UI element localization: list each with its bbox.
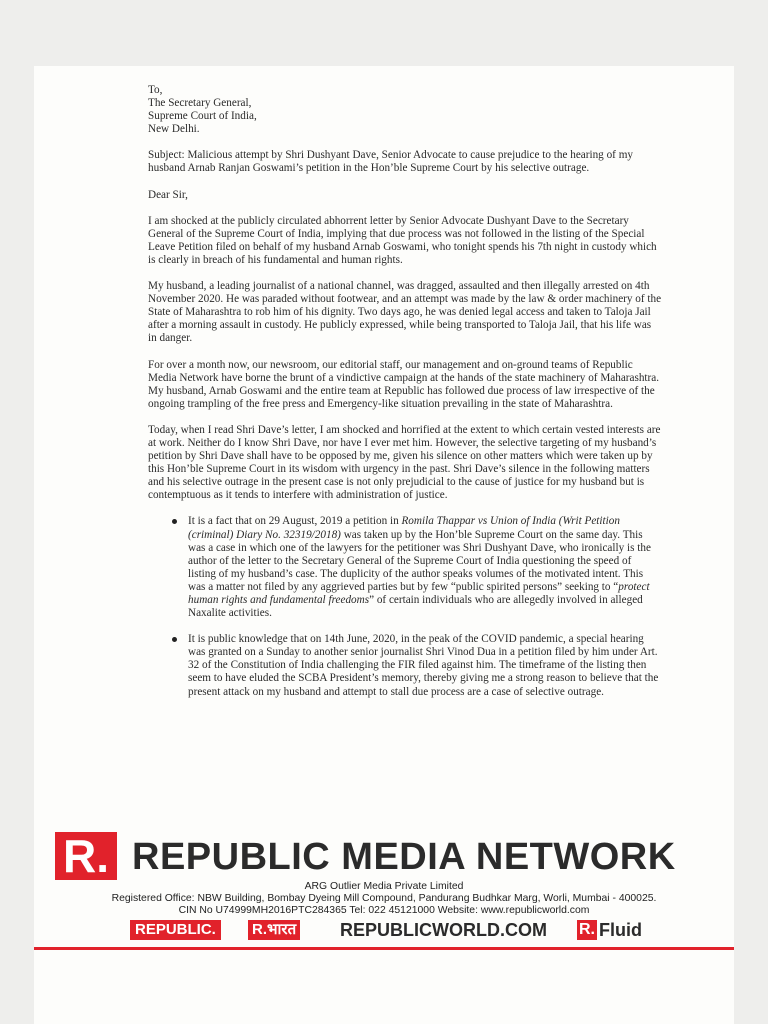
bullet-list bbox=[148, 515, 662, 698]
paragraph: My husband, a leading journalist of a national channel, was dragged, assaulted and then illegally arrested on 4th November 2020. He was paraded without footwear, and an attempt was made by the law & order machinery of the State of Maharashtra to rob him of his dignity. Two days ago, he was denied legal access and taken to Taloja Jail after a morning assault in custody. He publicly expressed, while being transported to Taloja Jail, that his life was in danger. bbox=[148, 280, 662, 345]
company-name: ARG Outlier Media Private Limited bbox=[304, 881, 464, 892]
brand-fluid: Fluid bbox=[599, 920, 642, 940]
bullet-text: ” of certain individuals who are allegedly involved in alleged Naxalite activities. bbox=[188, 594, 643, 620]
bullet-text: was taken up by the Hon’ble Supreme Court on the same day. This was a case in which one of the lawyers for the petitioner was Shri Dushyant Dave, who ironically is the author of the letter to the Secretary General of the Supreme Court of India questioning the speed of listing of my husband’s case. The duplicity of the author speaks volumes of the motivated intent. This was a matter not filed by any aggrieved parties but by few “public spirited persons” seeking to “ bbox=[188, 528, 651, 593]
case-citation: Romila Thappar vs Union of India (Writ Petition (criminal) Diary No. 32319/2018) bbox=[188, 515, 620, 541]
bullet-text: It is public knowledge that on 14th June, 2020, in the peak of the COVID pandemic, a special hearing was granted on a Sunday to another senior journalist Shri Vinod Dua in a petition filed by him under Art. 32 of the Constitution of India challenging the FIR filed against him. The timeframe of the listing then seem to have eluded the SCBA President’s memory, thereby giving me a strong reason to believe that the present attack on my husband and attempt to stall due process are a case of selective outrage. bbox=[188, 633, 659, 698]
paragraph: Today, when I read Shri Dave’s letter, I am shocked and horrified at the extent to which certain vested interests are at work. Neither do I know Shri Dave, nor have I ever met him. However, the selective targeting of my husband’s petition by Shri Dave shall have to be opposed by me, given his silence on other matters which were taken up by this Hon’ble Supreme Court in its wisdom with urgency in the past. Shri Dave’s silence in the following matters and his selective outrage in the present case is not only prejudicial to the cause of justice for my husband but is contemptuous as it tends to interfere with administration of justice. bbox=[148, 423, 661, 502]
salutation: Dear Sir, bbox=[148, 188, 188, 201]
brand-website: REPUBLICWORLD.COM bbox=[340, 920, 547, 940]
fluid-logo-icon: R. bbox=[579, 921, 595, 938]
bullet-text: It is a fact that on 29 August, 2019 a petition in bbox=[188, 515, 402, 528]
address-line: Supreme Court of India, bbox=[148, 110, 257, 123]
address-line: New Delhi. bbox=[148, 123, 200, 136]
address-line: The Secretary General, bbox=[148, 97, 252, 110]
registered-office: Registered Office: NBW Building, Bombay Dyeing Mill Compound, Pandurang Budhkar Marg, Worli, Mumbai - 400025. bbox=[111, 893, 657, 904]
address-line: To, bbox=[148, 84, 163, 96]
letter-body bbox=[148, 84, 662, 712]
subject-line: Subject: Malicious attempt by Shri Dushyant Dave, Senior Advocate to cause prejudice to the hearing of my husband Arnab Ranjan Goswami’s petition in the Hon’ble Supreme Court by his selective outrage. bbox=[148, 149, 633, 175]
bullet-item bbox=[148, 515, 662, 620]
brand-bharat: R.भारत bbox=[248, 920, 300, 940]
brand-republic: REPUBLIC. bbox=[130, 920, 221, 940]
bullet-dot-icon bbox=[172, 519, 177, 524]
contact-line: CIN No U74999MH2016PTC284365 Tel: 022 45121000 Website: www.republicworld.com bbox=[178, 905, 590, 916]
logo-letter: R. bbox=[63, 830, 109, 882]
brand-strip bbox=[130, 920, 670, 942]
paragraph: For over a month now, our newsroom, our editorial staff, our management and on-ground teams of Republic Media Network have borne the brunt of a vindictive campaign at the hands of the state machinery of Maharashtra. My husband, Arnab Goswami and the entire team at Republic has followed due process of law irrespective of the ongoing trampling of the free press and Emergency-like situation prevailing in the state of Maharashtra. bbox=[148, 358, 660, 410]
quoted-phrase: protect human rights and fundamental freedoms bbox=[188, 580, 650, 606]
paragraph: I am shocked at the publicly circulated abhorrent letter by Senior Advocate Dushyant Dave to the Secretary General of the Supreme Court of India, implying that due process was not followed in the listing of the Special Leave Petition filed on behalf of my husband Arnab Goswami, who tonight spends his 7th night in custody which is clearly in breach of his fundamental and human rights. bbox=[148, 214, 657, 266]
bullet-item bbox=[148, 633, 662, 698]
footer-rule bbox=[34, 947, 734, 950]
recipient-address bbox=[148, 84, 662, 136]
republic-logo-icon bbox=[55, 832, 117, 880]
bullet-dot-icon bbox=[172, 637, 177, 642]
company-details bbox=[0, 881, 768, 917]
network-name: REPUBLIC MEDIA NETWORK bbox=[132, 836, 676, 878]
